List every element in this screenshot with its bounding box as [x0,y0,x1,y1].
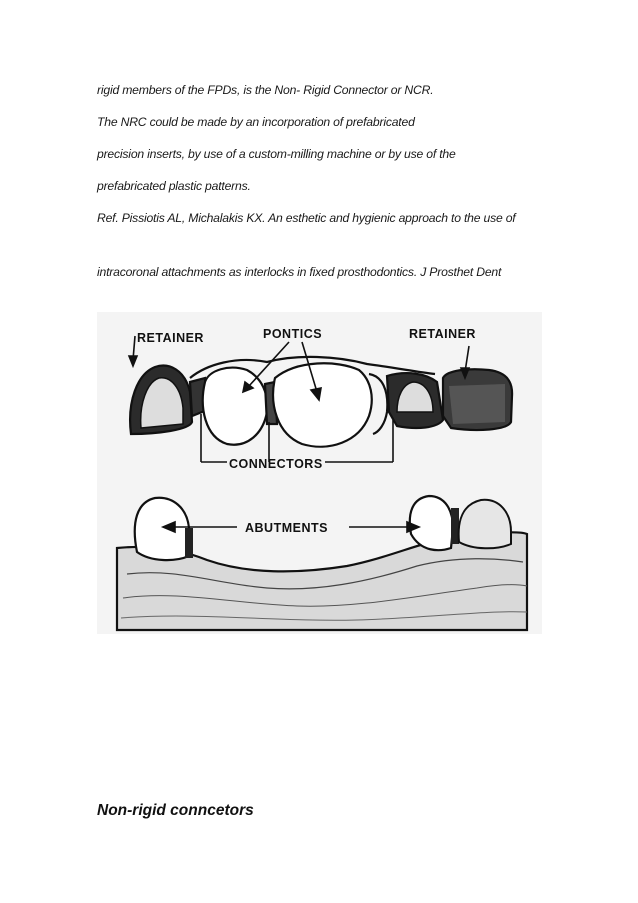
paragraph-1: rigid members of the FPDs, is the Non- Rigid Connector or NCR. [97,83,434,97]
label-retainer-right: RETAINER [409,327,476,341]
reference-line-2: intracoronal attachments as interlocks in fixed prosthodontics. J Prosthet Dent [97,265,502,279]
label-pontics: PONTICS [263,327,323,341]
label-retainer-left: RETAINER [137,331,204,345]
paragraph-2: The NRC could be made by an incorporation of prefabricated [97,115,415,129]
section-heading: Non-rigid conncetors [97,802,254,819]
reference-line-1: Ref. Pissiotis AL, Michalakis KX. An esthetic and hygienic approach to the use of [97,211,516,225]
label-abutments: ABUTMENTS [245,521,328,535]
paragraph-3: precision inserts, by use of a custom-milling machine or by use of the [97,147,456,161]
label-connectors: CONNECTORS [229,457,323,471]
paragraph-4: prefabricated plastic patterns. [97,179,251,193]
fpd-diagram [97,312,542,634]
fpd-diagram-svg [97,312,542,634]
